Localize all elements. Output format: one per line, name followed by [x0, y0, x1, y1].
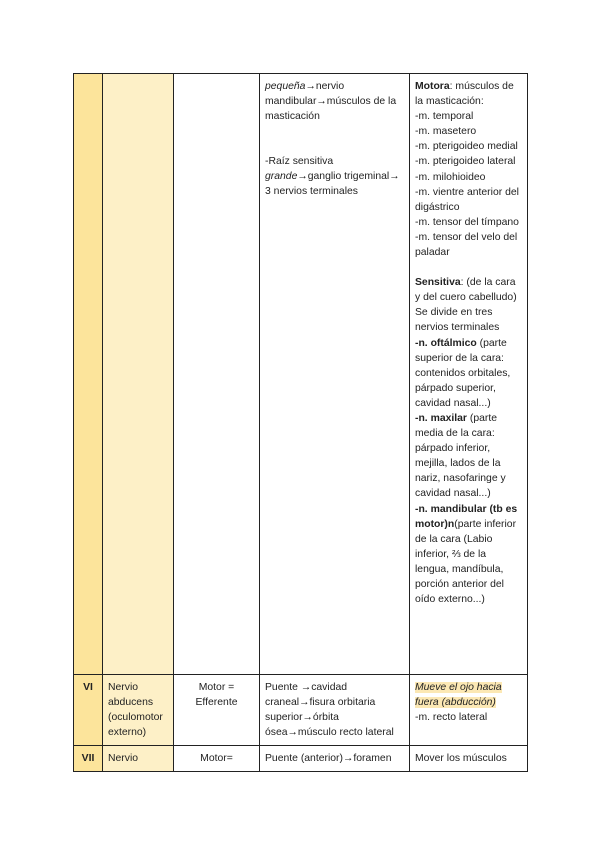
nerve-origin-cell [260, 74, 410, 675]
function-muscle-text: -m. recto lateral [415, 712, 488, 724]
nerve-origin-cell: Puente →cavidad craneal→fisura orbitaria superior→órbita ósea→músculo recto lateral [260, 675, 410, 746]
mandibular-branch: -n. mandibular (tb es motor)n(parte inferior de la cara (Labio inferior, ⅔ de la lengua, mandíbula, porción anterior del oído externo...) [415, 503, 518, 606]
nerve-name-cell: Nervio abducens (oculomotor externo) [103, 675, 174, 746]
table-row [74, 675, 528, 746]
nerve-type-cell: Motor = Efferente [174, 675, 260, 746]
function-highlight-text: Mueve el ojo hacia fuera (abducción) [415, 682, 502, 709]
nerve-function-cell [410, 74, 528, 675]
nerve-origin-cell: Puente (anterior)→foramen [260, 746, 410, 772]
nerve-number-cell [74, 74, 103, 675]
nerve-function-cell: Mover los músculos [410, 746, 528, 772]
table-row [74, 74, 528, 675]
nerve-name-cell: Nervio [103, 746, 174, 772]
nerve-type-cell: Motor= [174, 746, 260, 772]
sensory-root-text: -Raíz sensitiva grande→ganglio trigeminal→ 3 nervios terminales [265, 156, 400, 198]
nerve-type-cell [174, 74, 260, 675]
motor-root-text: pequeña→nervio mandibular→músculos de la masticación [265, 81, 397, 123]
table-row [74, 746, 528, 772]
sensory-divide-text: Se divide en tres nervios terminales [415, 307, 500, 334]
motor-muscle-list: -m. temporal -m. masetero -m. pterigoideo medial -m. pterigoideo lateral -m. milohioideo -m. vientre anterior del digástrico -m. tensor del tímpano -m. tensor del velo del paladar [415, 111, 519, 259]
maxillary-branch: -n. maxilar (parte media de la cara: párpado inferior, mejilla, lados de la nariz, nasofaringe y cavidad nasal...) [415, 412, 506, 500]
cranial-nerves-table [73, 73, 528, 772]
ophthalmic-branch: -n. oftálmico (parte superior de la cara: contenidos orbitales, párpado superior, cavidad nasal...) [415, 337, 511, 409]
nerve-number-cell: VI [74, 675, 103, 746]
nerve-function-cell [410, 675, 528, 746]
motor-function-text: Motora: músculos de la masticación: [415, 81, 514, 108]
nerve-name-cell [103, 74, 174, 675]
sensory-function-text: Sensitiva: (de la cara y del cuero cabelludo) [415, 277, 517, 304]
nerve-number-cell: VII [74, 746, 103, 772]
